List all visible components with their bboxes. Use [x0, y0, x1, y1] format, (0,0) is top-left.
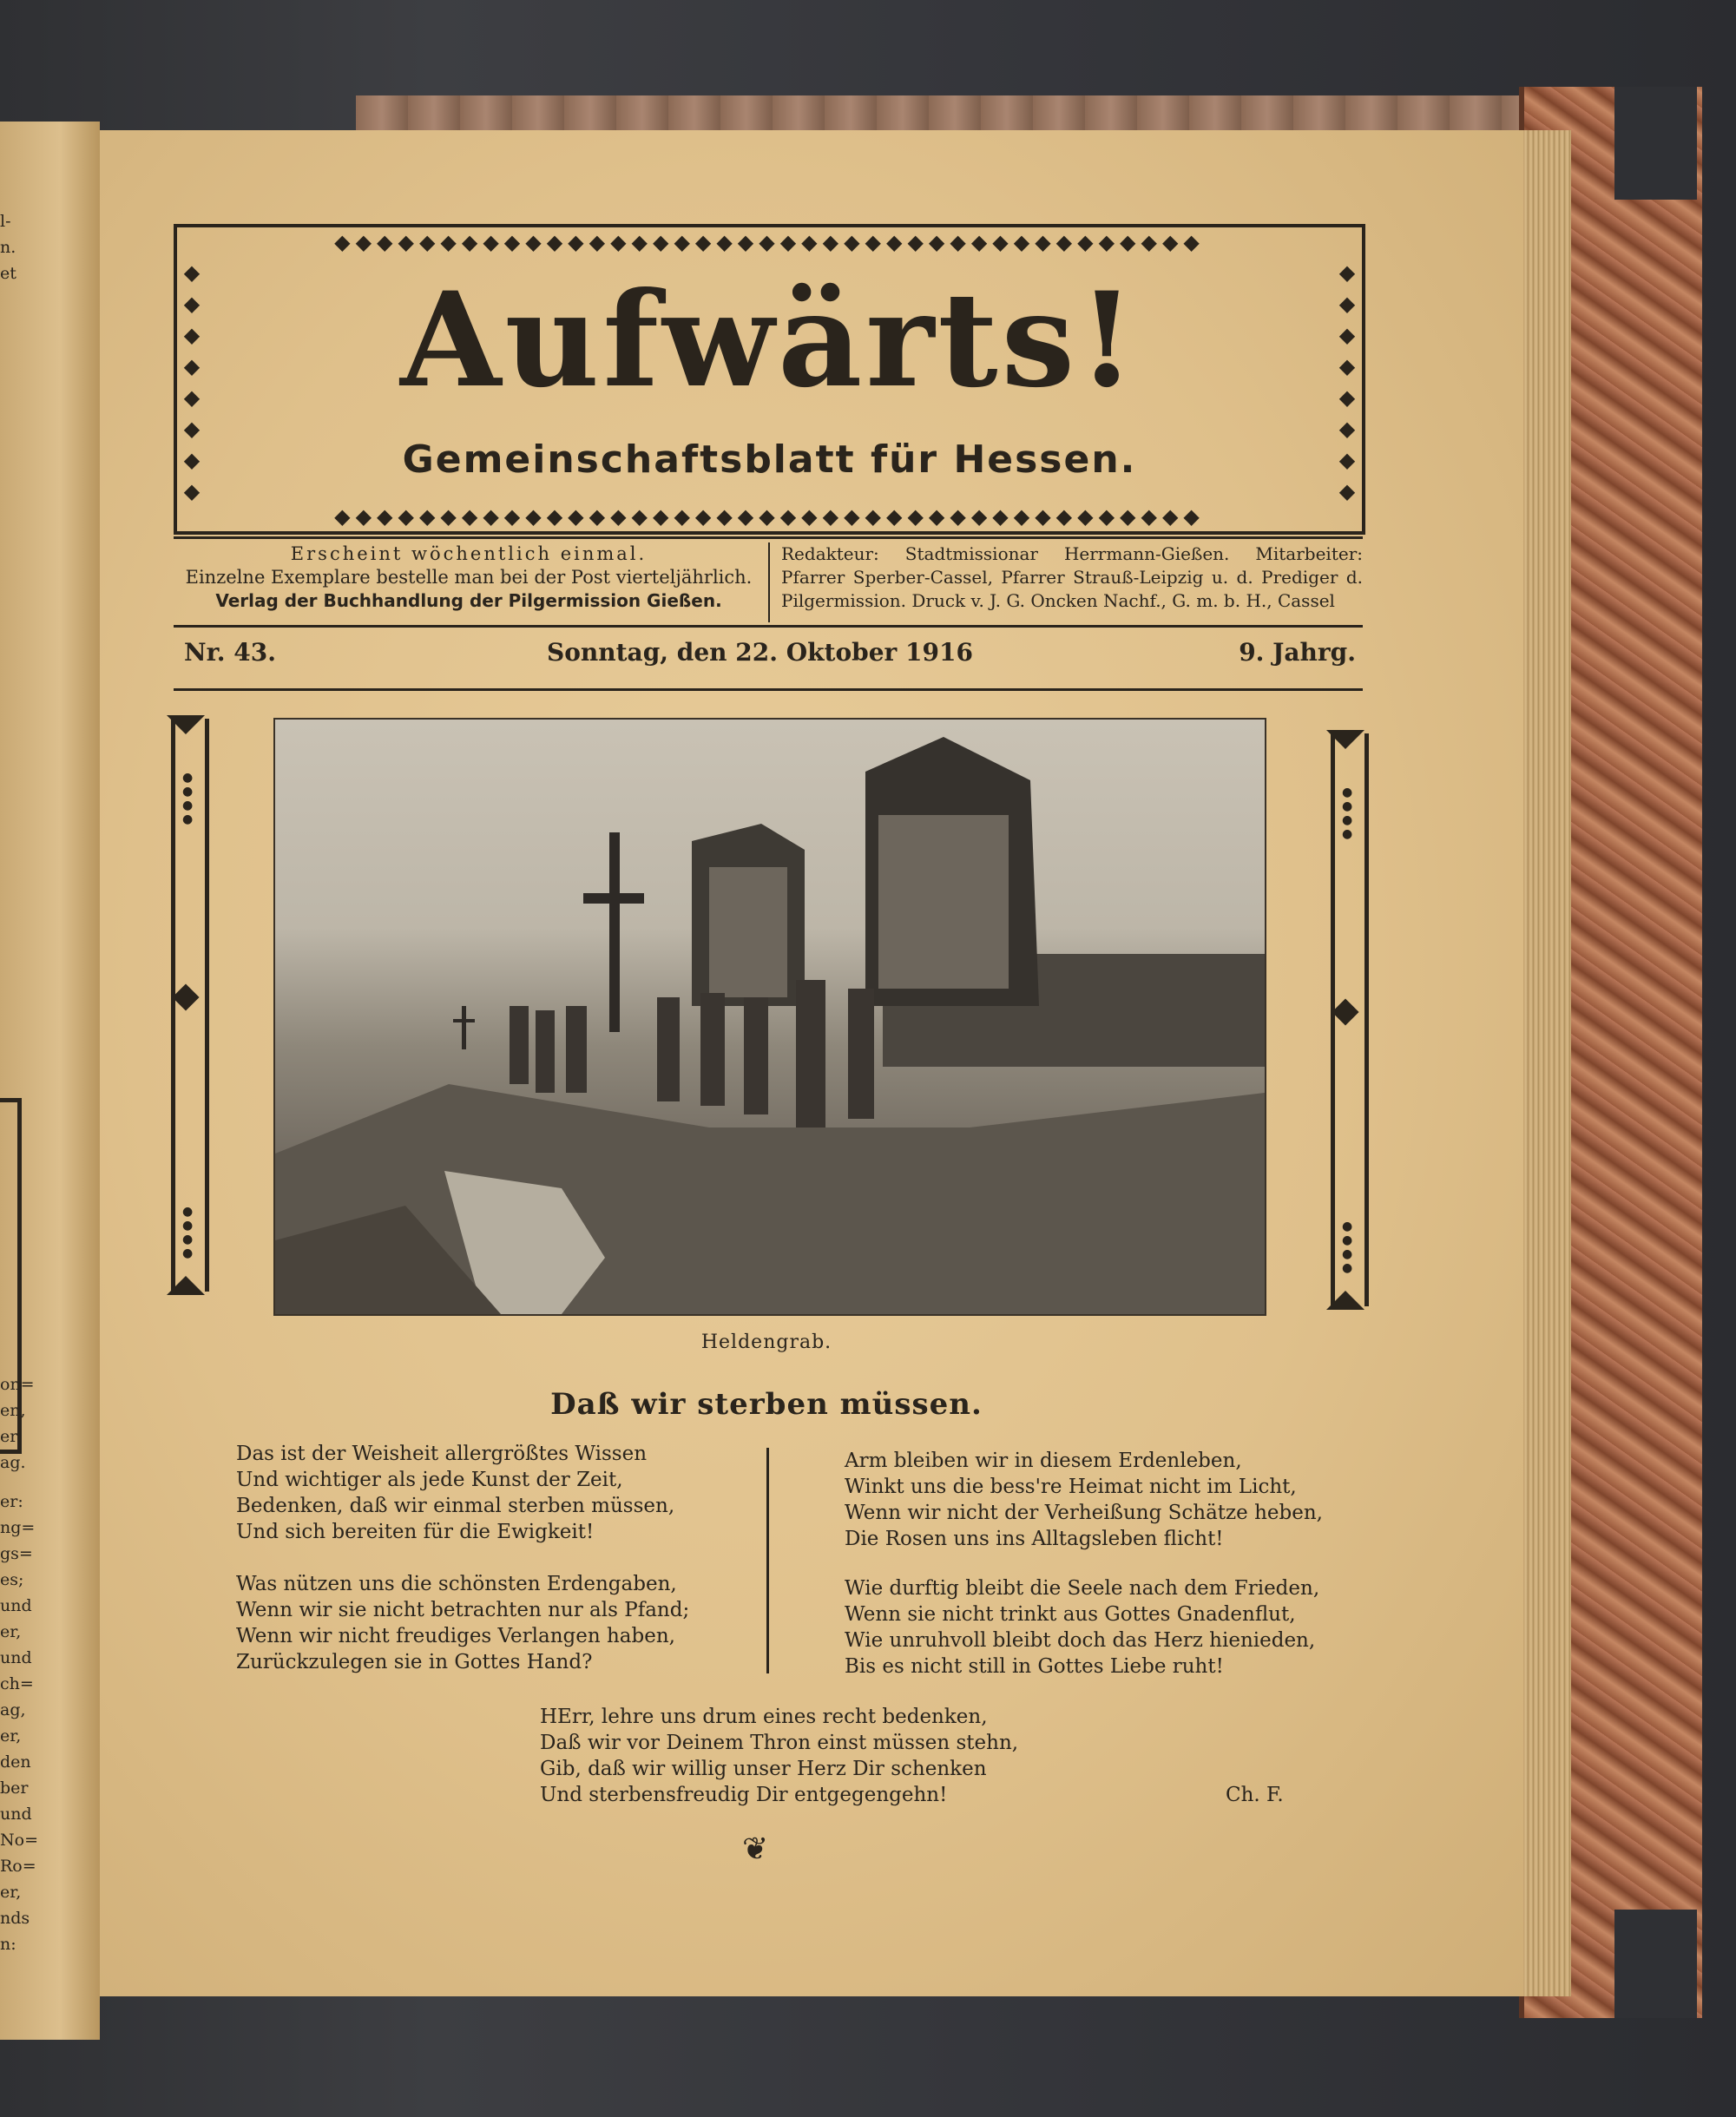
fragment-line: er,: [0, 1726, 22, 1746]
issue-date: Sonntag, den 22. Oktober 1916: [547, 638, 973, 667]
fragment-line: den: [0, 1752, 31, 1772]
left-page-fragment-top: [0, 208, 19, 286]
notice-line-1: Erscheint wöchentlich einmal.: [290, 543, 648, 564]
fragment-line: No=: [0, 1831, 38, 1850]
ornament-cap: [1326, 730, 1364, 749]
ornament-diamond: [172, 983, 199, 1010]
poem-line: Arm bleiben wir in diesem Erdenleben,: [845, 1450, 1242, 1472]
fragment-line: er,: [0, 1883, 22, 1902]
masthead-border-top: ◆◆◆◆◆◆◆◆◆◆◆◆◆◆◆◆◆◆◆◆◆◆◆◆◆◆◆◆◆◆◆◆◆◆◆◆◆◆◆◆◆: [334, 231, 1205, 253]
fragment-line: und: [0, 1805, 32, 1824]
left-page: [0, 122, 100, 2040]
ornament-dots: ● ● ● ●: [182, 1205, 194, 1260]
poem-line: Gib, daß wir willig unser Herz Dir schenken: [540, 1758, 987, 1780]
page-stack-edges: [1523, 130, 1571, 1996]
left-page-fragment-lower: [0, 1489, 38, 1957]
poem-line: Und wichtiger als jede Kunst der Zeit,: [236, 1469, 623, 1491]
ornament-cap: [167, 1276, 205, 1295]
poem-line: Bis es nicht still in Gottes Liebe ruht!: [845, 1655, 1224, 1678]
fragment-line: ng=: [0, 1518, 36, 1537]
poem-line: Wie unruhvoll bleibt doch das Herz hienieden,: [845, 1629, 1316, 1652]
notice-line-2: Einzelne Exemplare bestelle man bei der Post vierteljährlich.: [185, 567, 753, 588]
ornament-left: [171, 719, 209, 1292]
poem-stanza-2: [236, 1571, 689, 1675]
fragment-line: gs=: [0, 1544, 33, 1563]
ornament-dots: ● ● ● ●: [1342, 1220, 1353, 1275]
poem-stanza-3: [845, 1448, 1323, 1552]
poem-line: Winkt uns die bess're Heimat nicht im Licht,: [845, 1476, 1297, 1498]
editorial-credits: Redakteur: Stadtmissionar Herrmann-Gießen. Mitarbeiter: Pfarrer Sperber-Cassel, Pfarrer Strauß-Leipzig u. d. Prediger d. Pilgermission. Druck v. J. G. Oncken Nachf., G. m. b. H., Cassel: [781, 543, 1363, 611]
ornament-right: [1331, 733, 1369, 1306]
volume-year: 9. Jahrg.: [1239, 638, 1356, 667]
poem-line: HErr, lehre uns drum eines recht bedenken,: [540, 1706, 988, 1728]
fragment-line: n.: [0, 238, 16, 257]
fragment-line: und: [0, 1596, 32, 1615]
fragment-line: nds: [0, 1909, 30, 1928]
masthead: [174, 224, 1365, 535]
fragment-line: et: [0, 264, 16, 283]
masthead-border-left: ◆ ◆ ◆ ◆ ◆ ◆ ◆ ◆: [183, 260, 201, 502]
fragment-line: on=: [0, 1375, 35, 1394]
poem-line: Wenn sie nicht trinkt aus Gottes Gnadenflut,: [845, 1603, 1296, 1626]
fragment-line: l-: [0, 212, 11, 231]
ornament-dots: ● ● ● ●: [182, 771, 194, 826]
poem-signature: Ch. F.: [1226, 1784, 1284, 1806]
newspaper-title: Aufwärts!: [400, 264, 1139, 417]
fragment-line: es;: [0, 1570, 24, 1589]
fragment-line: en,: [0, 1401, 26, 1420]
book-top-edge: [356, 95, 1693, 135]
fragment-line: ber: [0, 1778, 29, 1798]
fragment-line: ch=: [0, 1674, 34, 1693]
fragment-line: Ro=: [0, 1857, 36, 1876]
poem-line: Wenn wir nicht der Verheißung Schätze heben,: [845, 1502, 1323, 1524]
poem-line: Wie durftig bleibt die Seele nach dem Frieden,: [845, 1577, 1320, 1600]
ornament-dots: ● ● ● ●: [1342, 786, 1353, 841]
publication-info: [174, 536, 1363, 626]
ornament-cap: [167, 715, 205, 734]
poem-column-divider: [766, 1448, 769, 1673]
poem-line: Zurückzulegen sie in Gottes Hand?: [236, 1651, 593, 1673]
info-divider: [768, 542, 770, 622]
poem-line: Und sterbensfreudig Dir entgegengehn!: [540, 1784, 948, 1806]
book-corner-top: [1614, 87, 1697, 200]
poem-title: Daß wir sterben müssen.: [550, 1387, 983, 1422]
poem-stanza-4: [845, 1575, 1319, 1680]
publication-notice: [174, 542, 764, 613]
fragment-line: ag.: [0, 1453, 26, 1472]
fragment-line: er:: [0, 1492, 23, 1511]
poem-stanza-5: [540, 1704, 1018, 1808]
issue-number: Nr. 43.: [184, 638, 276, 667]
grave-photograph: [273, 718, 1266, 1316]
poem-line: Bedenken, daß wir einmal sterben müssen,: [236, 1495, 675, 1517]
floral-vignette-icon: ❦: [742, 1831, 769, 1867]
poem-line: Was nützen uns die schönsten Erdengaben,: [236, 1573, 677, 1595]
poem-line: Daß wir vor Deinem Thron einst müssen stehn,: [540, 1732, 1019, 1754]
photo-caption: Heldengrab.: [700, 1331, 832, 1353]
fragment-line: und: [0, 1648, 32, 1667]
poem-stanza-1: [236, 1441, 674, 1545]
masthead-border-bottom: ◆◆◆◆◆◆◆◆◆◆◆◆◆◆◆◆◆◆◆◆◆◆◆◆◆◆◆◆◆◆◆◆◆◆◆◆◆◆◆◆◆: [334, 505, 1205, 528]
fragment-line: er:: [0, 1427, 23, 1446]
fragment-line: n:: [0, 1935, 16, 1954]
newspaper-subtitle: Gemeinschaftsblatt für Hessen.: [402, 437, 1137, 482]
poem-line: Wenn wir nicht freudiges Verlangen haben,: [236, 1625, 675, 1647]
dateline: [174, 625, 1363, 691]
ornament-diamond: [1332, 998, 1358, 1025]
ornament-cap: [1326, 1291, 1364, 1310]
fragment-line: er,: [0, 1622, 22, 1641]
notice-line-3: Verlag der Buchhandlung der Pilgermission Gießen.: [215, 590, 722, 611]
fragment-line: ag,: [0, 1700, 26, 1719]
poem-line: Und sich bereiten für die Ewigkeit!: [236, 1521, 595, 1543]
poem-line: Wenn wir sie nicht betrachten nur als Pfand;: [236, 1599, 690, 1621]
poem-line: Die Rosen uns ins Alltagsleben flicht!: [845, 1528, 1224, 1550]
photo-scene: [275, 720, 1265, 1314]
book-corner-bottom: [1614, 1910, 1697, 2018]
poem-line: Das ist der Weisheit allergrößtes Wissen: [236, 1443, 648, 1465]
masthead-border-right: ◆ ◆ ◆ ◆ ◆ ◆ ◆ ◆: [1338, 260, 1356, 502]
